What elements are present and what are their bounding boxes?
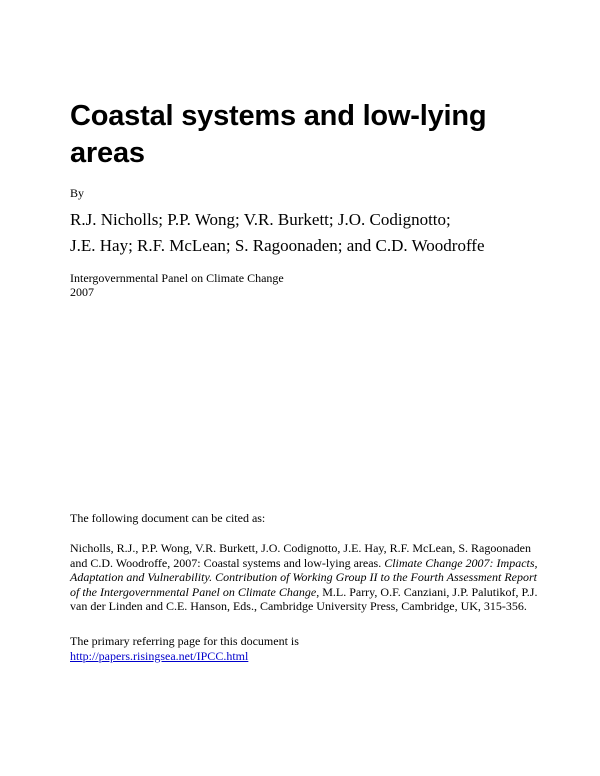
by-label: By: [70, 186, 85, 200]
referring-text: The primary referring page for this document is: [70, 634, 299, 648]
citation-book-title: Climate Change 2007: Impacts, Adaptation and Vulnerability. Contribution of Working Group II to the Fourth Assessment Report of the Intergovernmental Panel on Climate Change: [70, 555, 538, 599]
referring-block: [70, 634, 299, 663]
author-line-2: J.E. Hay; R.F. McLean; S. Ragoonaden; and C.D. Woodroffe: [70, 236, 485, 255]
author-list: [70, 207, 540, 259]
citation-authors: Nicholls, R.J., P.P. Wong, V.R. Burkett, J.O. Codignotto, J.E. Hay, R.F. McLean, S. Ragoonaden and C.D. Woodroffe, 2007: Coastal systems and low-lying areas.: [70, 541, 531, 570]
organization-block: [70, 271, 284, 299]
author-line-1: R.J. Nicholls; P.P. Wong; V.R. Burkett; J.O. Codignotto;: [70, 210, 451, 229]
citation-publisher: , M.L. Parry, O.F. Canziani, J.P. Palutikof, P.J. van der Linden and C.E. Hanson, Eds., Cambridge University Press, Cambridge, UK, 315-356.: [70, 584, 538, 613]
organization-name: Intergovernmental Panel on Climate Change: [70, 271, 284, 285]
document-title: Coastal systems and low-lying areas: [70, 100, 487, 169]
publication-year: 2007: [70, 285, 94, 299]
referring-link[interactable]: http://papers.risingsea.net/IPCC.html: [70, 648, 249, 663]
citation-intro: The following document can be cited as:: [70, 511, 266, 525]
citation-text: [70, 541, 540, 614]
